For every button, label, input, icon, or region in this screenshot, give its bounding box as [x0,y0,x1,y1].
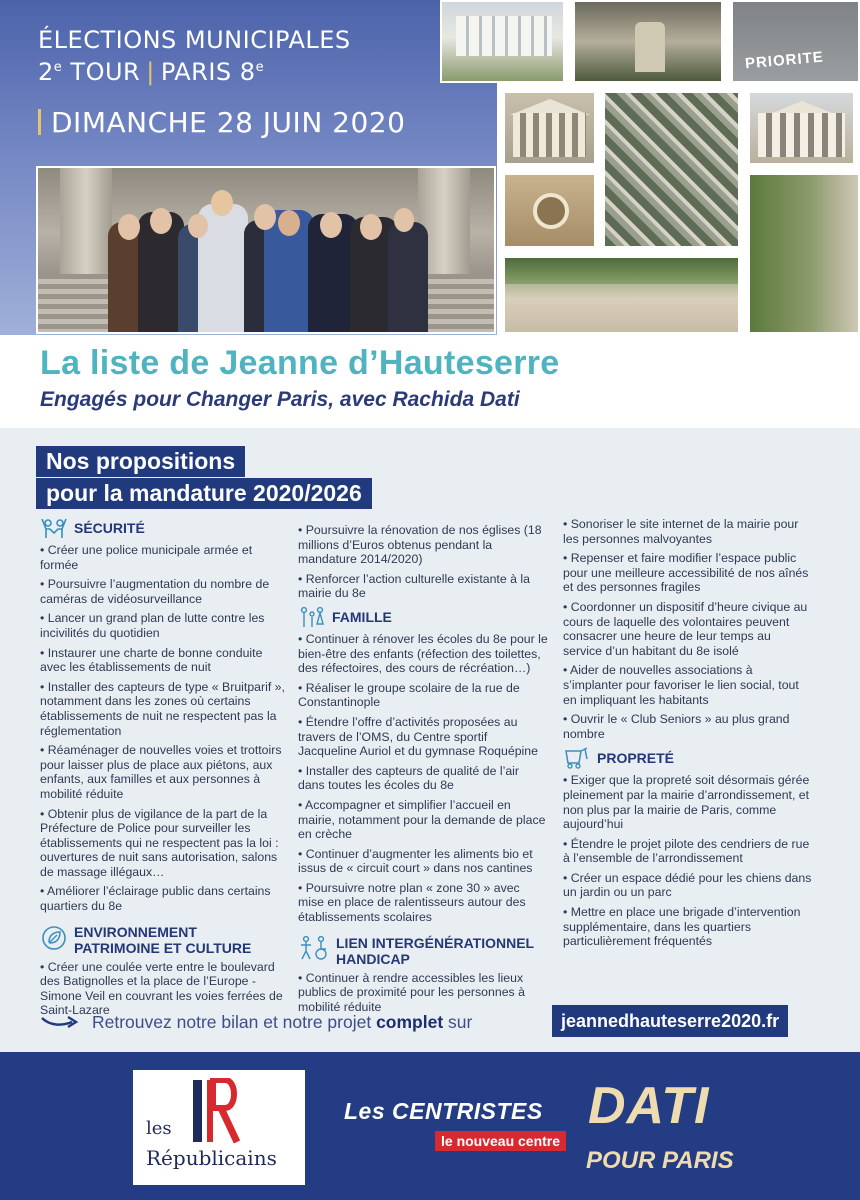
round-word: TOUR [70,58,141,86]
section-title-line: ENVIRONNEMENT [74,923,197,940]
list-item: • Poursuivre l’augmentation du nombre de caméras de vidéosurveillance [40,577,285,606]
team-member-head [150,208,172,234]
section-title-line: PATRIMOINE ET CULTURE [74,939,252,956]
centristes-subtitle: le nouveau centre [435,1131,566,1151]
propositions-heading-line1: Nos propositions [36,446,245,477]
church-columns [758,113,845,157]
section-title-line: LIEN INTERGÉNÉRATIONNEL [336,934,535,951]
cta-text-bold: complet [376,1012,444,1032]
list-item: • Sonoriser le site internet de la mairie pour les personnes malvoyantes [563,517,813,546]
list-item: • Aider de nouvelles associations à s’implanter pour favoriser le lien social, tout en impliquant les habitants [563,663,813,707]
section-lien-header [298,935,548,967]
photo-priority-road [731,0,860,83]
list-item: • Instaurer une charte de bonne conduite avec les établissements de nuit [40,646,285,675]
propositions-heading-line2: pour la mandature 2020/2026 [36,478,372,509]
team-member-head [278,210,300,236]
team-member-head [394,208,414,232]
list-item: • Créer une coulée verte entre le boulevard des Batignolles et la place de l’Europe - Simone Veil en couvrant les voies ferrées de Saint-Lazare [40,960,285,1018]
district-label: PARIS 8 [160,58,256,86]
section-title-securite: SÉCURITÉ [74,520,145,536]
elderly-and-wheelchair-icon [298,935,330,961]
list-item: • Poursuivre la rénovation de nos églises (18 millions d’Euros obtenus pendant la mandature 2014/2020) [298,523,548,567]
section-environnement-header [40,924,285,956]
photo-aerial-view [603,91,740,248]
team-member-head [211,190,233,216]
website-link[interactable]: jeannedhauteserre2020.fr [552,1005,788,1037]
photo-modern-building [440,0,565,83]
photo-church [748,91,855,165]
date-text: DIMANCHE 28 JUIN 2020 [51,106,406,139]
section-title-famille: FAMILLE [332,608,392,625]
photo-park [503,256,740,334]
list-item: • Améliorer l’éclairage public dans certains quartiers du 8e [40,884,285,913]
section-famille-header [298,606,548,628]
photo-column [60,168,112,288]
list-item: • Réaliser le groupe scolaire de la rue de Constantinople [298,681,548,710]
round-superscript: e [53,60,63,75]
photo-fountain-square [573,0,723,83]
list-item: • Continuer à rendre accessibles les lieux publics de proximité pour les personnes à mobilité réduite [298,971,548,1015]
team-member-head [254,204,276,230]
list-item: • Renforcer l’action culturelle existante à la mairie du 8e [298,572,548,601]
cta-text-before: Retrouvez notre bilan et notre projet [92,1012,377,1032]
column-2 [298,523,548,1019]
list-item: • Ouvrir le « Club Seniors » au plus grand nombre [563,712,813,741]
list-item: • Continuer à rénover les écoles du 8e pour le bien-être des enfants (réfection des toilettes, des réfectoires, des cours de récréation…) [298,632,548,676]
rose-window [533,193,569,229]
section-title-line: HANDICAP [336,950,410,967]
team-member-head [320,212,342,238]
lr-les-text: les [146,1118,172,1139]
dati-subtitle: POUR PARIS [586,1147,734,1174]
list-item: • Poursuivre notre plan « zone 30 » avec mise en place de ralentisseurs autour des établissements scolaires [298,881,548,925]
team-member-head [118,214,140,240]
cta-text [92,1012,472,1033]
list-subtitle: Engagés pour Changer Paris, avec Rachida Dati [40,388,520,411]
election-title: ÉLECTIONS MUNICIPALES [38,26,351,54]
list-item: • Étendre le projet pilote des cendriers de rue à l’ensemble de l’arrondissement [563,837,813,866]
team-member-head [188,214,208,238]
team-photo [36,166,496,334]
list-title: La liste de Jeanne d’Hauteserre [40,344,560,382]
section-securite-header [40,517,285,539]
round-separator: | [146,58,155,86]
list-item: • Lancer un grand plan de lutte contre les incivilités du quotidien [40,611,285,640]
list-item: • Obtenir plus de vigilance de la part de la Préfecture de Police pour surveiller les établissements qui ne respectent pas la loi : ouvertures de nuit sans autorisation, salons de massage illégaux… [40,807,285,880]
list-item: • Créer une police municipale armée et formée [40,543,285,572]
team-member [388,222,428,332]
photo-church-rose-window [503,173,596,248]
lr-logo-mark [191,1078,241,1144]
people-raising-hands-icon [40,517,68,539]
footer [0,1052,860,1200]
section-proprete-header [563,747,813,769]
list-item: • Mettre en place une brigade d’intervention supplémentaire, dans les quartiers particulièrement fréquentés [563,905,813,949]
list-item: • Réaménager de nouvelles voies et trottoirs pour laisser plus de place aux piétons, aux enfants, aux familles et aux personnes à mobilité réduite [40,743,285,801]
header [0,0,860,335]
section-title-lien [336,935,534,967]
temple-columns [513,113,586,157]
district-superscript: e [255,60,265,75]
list-item: • Continuer d’augmenter les aliments bio et issus de « circuit court » dans nos cantines [298,847,548,876]
arrow-right-icon [40,1014,80,1030]
list-item: • Étendre l’offre d’activités proposées au travers de l’OMS, du Centre sportif Jacqueline Auriol et du gymnase Roquépine [298,715,548,759]
photo-madeleine [503,91,596,165]
cleaning-cart-icon [563,747,591,769]
centristes-logo-text: Les CENTRISTES [344,1098,543,1124]
list-item: • Créer un espace dédié pour les chiens dans un jardin ou un parc [563,871,813,900]
fountain [635,22,665,72]
list-item: • Installer des capteurs de qualité de l’air dans toutes les écoles du 8e [298,764,548,793]
lr-republicains-text: Républicains [146,1146,277,1170]
column-3 [563,517,813,954]
building-facade [456,16,552,56]
round-number: 2 [38,58,54,86]
cta-text-after: sur [443,1012,473,1032]
road-marking: PRIORITE [744,48,825,73]
section-title-proprete: PROPRETÉ [597,750,675,767]
list-item: • Repenser et faire modifier l’espace public pour une meilleure accessibilité de nos aînés et des personnes fragiles [563,551,813,595]
dati-logo-text: DATI [588,1077,710,1135]
list-item: • Coordonner un dispositif d’heure civique au cours de laquelle des volontaires peuvent consacrer une heure de leur temps au service d’un habitant du 8e isolé [563,600,813,658]
family-icon [298,606,326,628]
section-title-environnement [74,924,251,956]
list-item: • Accompagner et simplifier l’accueil en mairie, notamment pour la demande de place en crèche [298,798,548,842]
list-item: • Exiger que la propreté soit désormais gérée pleinement par la mairie d’arrondissement, et non plus par la mairie de Paris, comme aujourd’hui [563,773,813,831]
list-item: • Installer des capteurs de type « Bruitparif », notamment dans les zones où certains établissements de nuit ne respectent pas la réglementation [40,680,285,738]
photo-ivy-street [748,173,860,334]
election-date [38,106,405,139]
election-round [38,58,264,86]
park-trees [505,258,738,284]
date-bar [38,109,41,135]
column-1 [40,515,285,1023]
recycle-leaf-icon [40,924,68,952]
team-member-head [360,214,382,240]
